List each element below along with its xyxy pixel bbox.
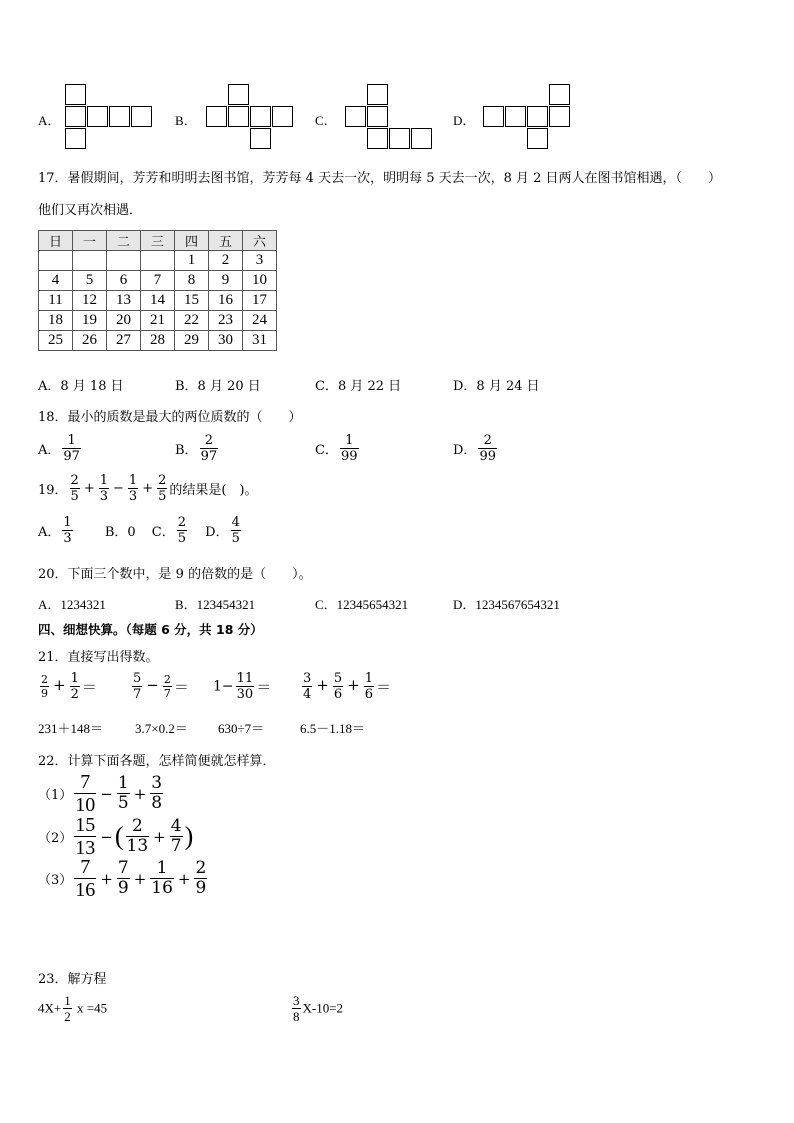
numerator: 7	[80, 856, 91, 878]
calendar-row	[39, 251, 277, 271]
denominator: 9	[195, 878, 207, 898]
q21-expr-4	[300, 672, 391, 701]
equals-sign: ＝	[173, 678, 189, 696]
equals-sign: ＝	[256, 678, 272, 696]
q18-option-b	[175, 434, 220, 463]
q20-option-a: A．1234321	[38, 597, 106, 612]
calendar-row	[39, 311, 277, 331]
calendar-cell	[39, 251, 73, 271]
numerator: 7	[117, 858, 129, 878]
numerator: 3	[151, 773, 163, 793]
calendar-header-cell: 二	[107, 231, 141, 251]
q20-option-d: D．1234567654321	[453, 597, 560, 612]
calendar-cell: 20	[107, 311, 141, 331]
minus-sign: −	[113, 481, 124, 496]
fraction	[70, 474, 80, 503]
fraction	[132, 672, 142, 701]
fraction	[236, 672, 255, 701]
fraction	[478, 434, 497, 463]
numerator: 2	[131, 816, 143, 836]
fraction	[163, 674, 172, 699]
denominator: 9	[41, 687, 48, 700]
calendar-cell: 24	[243, 311, 277, 331]
calendar-cell: 25	[39, 331, 73, 351]
fraction	[117, 775, 130, 812]
plus-sign: +	[347, 676, 360, 694]
calendar-header-cell: 一	[73, 231, 107, 251]
q18-stem: 18．最小的质数是最大的两位质数的（ ）	[38, 410, 302, 425]
fraction	[194, 860, 207, 897]
numerator: 2	[41, 673, 48, 686]
calendar-cell: 9	[209, 271, 243, 291]
numerator: 1	[63, 515, 72, 530]
part-label: （1）	[38, 788, 73, 803]
fraction	[364, 672, 374, 701]
numerator: 2	[158, 473, 167, 488]
fraction	[157, 474, 167, 503]
calendar-header-cell: 五	[209, 231, 243, 251]
numerator: 2	[177, 515, 187, 530]
calendar-cell: 19	[73, 311, 107, 331]
denominator: 2	[70, 687, 79, 702]
numerator: 4	[231, 515, 240, 530]
fraction	[128, 474, 138, 503]
q22-part-1	[38, 772, 165, 815]
left-paren: (	[114, 821, 124, 851]
denominator: 97	[200, 449, 218, 464]
numerator: 1	[364, 671, 373, 686]
calendar-cell: 26	[73, 331, 107, 351]
q17-stem-line2: 他们又再次相遇．	[38, 203, 143, 218]
denominator: 99	[479, 449, 496, 464]
q19-number: 19．	[38, 483, 68, 498]
equation-suffix: x =45	[73, 1000, 108, 1016]
calendar-cell: 1	[175, 251, 209, 271]
numerator: 1	[99, 473, 109, 488]
q18-option-d	[453, 434, 499, 463]
option-d-label: D．	[453, 113, 476, 128]
q22-stem: 22．计算下面各题，怎样简便就怎样算．	[38, 754, 276, 769]
calendar-row	[39, 331, 277, 351]
calendar-cell: 3	[243, 251, 277, 271]
calendar-cell: 14	[141, 291, 175, 311]
part-label: （2）	[38, 831, 73, 846]
plus-sign: +	[177, 869, 191, 888]
denominator: 16	[151, 878, 173, 898]
calendar-row	[39, 271, 277, 291]
fraction	[170, 818, 183, 855]
fraction	[40, 674, 49, 699]
calendar-cell: 15	[175, 291, 209, 311]
denominator: 3	[63, 531, 72, 546]
q19-stem	[38, 474, 258, 503]
denominator: 13	[126, 836, 149, 856]
denominator: 5	[158, 489, 167, 504]
calendar-cell: 4	[39, 271, 73, 291]
fraction	[302, 672, 312, 701]
q21-expr-3	[213, 672, 271, 701]
denominator: 99	[340, 449, 358, 464]
calendar-cell: 23	[209, 311, 243, 331]
fraction	[63, 994, 72, 1023]
numerator: 15	[75, 814, 96, 836]
denominator: 9	[117, 878, 129, 898]
denominator: 6	[333, 687, 343, 702]
q22-part-3	[38, 857, 209, 900]
numerator: 3	[303, 671, 312, 686]
fraction	[99, 474, 109, 503]
q23-stem: 23．解方程	[38, 972, 107, 987]
section-heading: 四、细想快算。（每题 6 分，共 18 分）	[38, 622, 263, 637]
numerator: 2	[163, 673, 171, 686]
denominator: 7	[163, 687, 171, 700]
q17-option-c: C．8 月 22 日	[315, 379, 402, 394]
calendar-cell: 5	[73, 271, 107, 291]
q19-tail: 的结果是( )。	[169, 483, 258, 498]
equals-sign: ＝	[81, 678, 97, 696]
calendar-cell: 22	[175, 311, 209, 331]
minus-sign: −	[100, 827, 113, 846]
numerator: 1	[67, 433, 76, 448]
plus-sign: +	[316, 676, 329, 694]
plus-sign: +	[53, 676, 66, 694]
q21-row2-expr-2: 3.7×0.2＝	[135, 721, 188, 736]
equals-sign: ＝	[376, 678, 392, 696]
numerator: 1	[70, 671, 79, 686]
q17-stem-line1: 17．暑假期间，芳芳和明明去图书馆，芳芳每 4 天去一次，明明每 5 天去一次，8 月 2 日两人在图书馆相遇，（ ）	[38, 171, 722, 186]
fraction	[70, 672, 80, 701]
fraction	[74, 857, 96, 900]
calendar-cell: 31	[243, 331, 277, 351]
denominator: 7	[133, 687, 142, 702]
fraction	[231, 516, 241, 545]
numerator: 1	[64, 993, 71, 1008]
q17-option-b: B．8 月 20 日	[175, 379, 261, 394]
calendar-header-cell: 四	[175, 231, 209, 251]
part-label: （3）	[38, 873, 73, 888]
q18-option-c-label: C．	[315, 443, 338, 458]
option-b-label: B．	[175, 113, 197, 128]
calendar-header-row	[39, 231, 277, 251]
denominator: 5	[177, 531, 187, 546]
numerator: 1	[117, 773, 129, 793]
fraction	[200, 434, 219, 463]
q19-option-b: B．0	[104, 525, 136, 540]
calendar-table	[38, 230, 277, 351]
expression-lead: 1−	[213, 678, 234, 695]
calendar-cell	[141, 251, 175, 271]
fraction	[333, 672, 343, 701]
calendar-cell: 13	[107, 291, 141, 311]
denominator: 2	[64, 1009, 71, 1024]
q18-option-b-label: B．	[175, 443, 198, 458]
numerator: 5	[133, 671, 142, 686]
numerator: 1	[156, 858, 168, 878]
q17-option-d: D．8 月 24 日	[453, 379, 540, 394]
q23-equation-2	[290, 994, 343, 1023]
denominator: 3	[99, 489, 109, 504]
q18-option-d-label: D．	[453, 443, 477, 458]
calendar-cell: 8	[175, 271, 209, 291]
calendar-cell: 7	[141, 271, 175, 291]
calendar-cell: 30	[209, 331, 243, 351]
denominator: 5	[70, 489, 79, 504]
calendar-cell: 16	[209, 291, 243, 311]
denominator: 97	[63, 449, 80, 464]
plus-sign: +	[153, 827, 166, 846]
plus-sign: +	[133, 869, 147, 888]
q18-option-c	[315, 434, 361, 463]
equation-prefix: 4X+	[38, 1000, 62, 1016]
calendar-cell	[107, 251, 141, 271]
fraction	[150, 775, 163, 812]
denominator: 5	[117, 793, 129, 813]
q21-stem: 21．直接写出得数。	[38, 650, 159, 665]
fraction	[74, 772, 96, 815]
numerator: 3	[293, 993, 300, 1008]
plus-sign: +	[100, 869, 113, 888]
numerator: 11	[236, 671, 254, 686]
q21-row2-expr-3: 630÷7＝	[218, 721, 265, 736]
q21-expr-2	[130, 672, 189, 701]
calendar-cell: 27	[107, 331, 141, 351]
q22-part-2	[38, 815, 193, 858]
denominator: 8	[151, 793, 163, 813]
fraction	[62, 434, 81, 463]
calendar-cell: 12	[73, 291, 107, 311]
q20-option-b: B．123454321	[175, 597, 256, 612]
numerator: 4	[170, 816, 182, 836]
fraction	[150, 860, 174, 897]
calendar-cell: 11	[39, 291, 73, 311]
numerator: 2	[483, 433, 492, 448]
calendar-cell: 6	[107, 271, 141, 291]
calendar-header-cell: 六	[243, 231, 277, 251]
option-a-label: A．	[38, 113, 61, 128]
calendar-cell: 21	[141, 311, 175, 331]
right-paren: )	[184, 821, 194, 851]
calendar-cell: 29	[175, 331, 209, 351]
numerator: 2	[195, 858, 207, 878]
fraction	[292, 994, 301, 1023]
numerator: 1	[345, 433, 354, 448]
numerator: 7	[80, 771, 91, 793]
q17-option-a: A．8 月 18 日	[38, 379, 124, 394]
calendar-header-cell: 三	[141, 231, 175, 251]
q20-stem: 20．下面三个数中，是 9 的倍数的是（ ）。	[38, 567, 312, 582]
calendar-cell: 18	[39, 311, 73, 331]
numerator: 5	[333, 671, 343, 686]
q21-row2-expr-4: 6.5－1.18＝	[300, 721, 366, 736]
denominator: 6	[364, 687, 373, 702]
fraction	[177, 516, 187, 545]
q21-row2-expr-1: 231＋148＝	[38, 721, 104, 736]
denominator: 13	[75, 837, 96, 859]
fraction	[340, 434, 359, 463]
q20-option-c: C．12345654321	[315, 597, 409, 612]
minus-sign: −	[146, 676, 159, 694]
calendar-row	[39, 291, 277, 311]
calendar-cell: 28	[141, 331, 175, 351]
q19-option-d-label: D．	[205, 525, 229, 540]
denominator: 7	[170, 836, 182, 856]
plus-sign: +	[142, 481, 154, 496]
q23-equation-1	[38, 994, 107, 1023]
q19-option-c-label: C．	[151, 525, 175, 540]
denominator: 5	[231, 531, 240, 546]
denominator: 10	[75, 794, 96, 816]
denominator: 8	[293, 1009, 300, 1024]
denominator: 3	[128, 489, 138, 504]
denominator: 4	[303, 687, 312, 702]
q19-option-a-label: A．	[38, 525, 61, 540]
calendar-cell: 17	[243, 291, 277, 311]
plus-sign: +	[133, 784, 147, 803]
equation-suffix: X-10=2	[302, 1000, 344, 1016]
plus-sign: +	[83, 481, 95, 496]
calendar-cell	[73, 251, 107, 271]
fraction	[62, 516, 72, 545]
option-c-label: C．	[315, 113, 337, 128]
calendar-header-cell: 日	[39, 231, 73, 251]
numerator: 1	[128, 473, 138, 488]
numerator: 2	[204, 433, 213, 448]
q21-expr-1	[38, 672, 97, 701]
minus-sign: −	[100, 784, 113, 803]
calendar-cell: 10	[243, 271, 277, 291]
fraction	[126, 818, 150, 855]
fraction	[74, 815, 96, 858]
fraction	[117, 860, 130, 897]
denominator: 16	[75, 879, 96, 901]
numerator: 2	[70, 473, 79, 488]
denominator: 30	[236, 687, 254, 702]
q18-option-a-label: A．	[38, 443, 61, 458]
q18-option-a	[38, 434, 83, 463]
q19-options	[38, 516, 243, 545]
calendar-cell: 2	[209, 251, 243, 271]
